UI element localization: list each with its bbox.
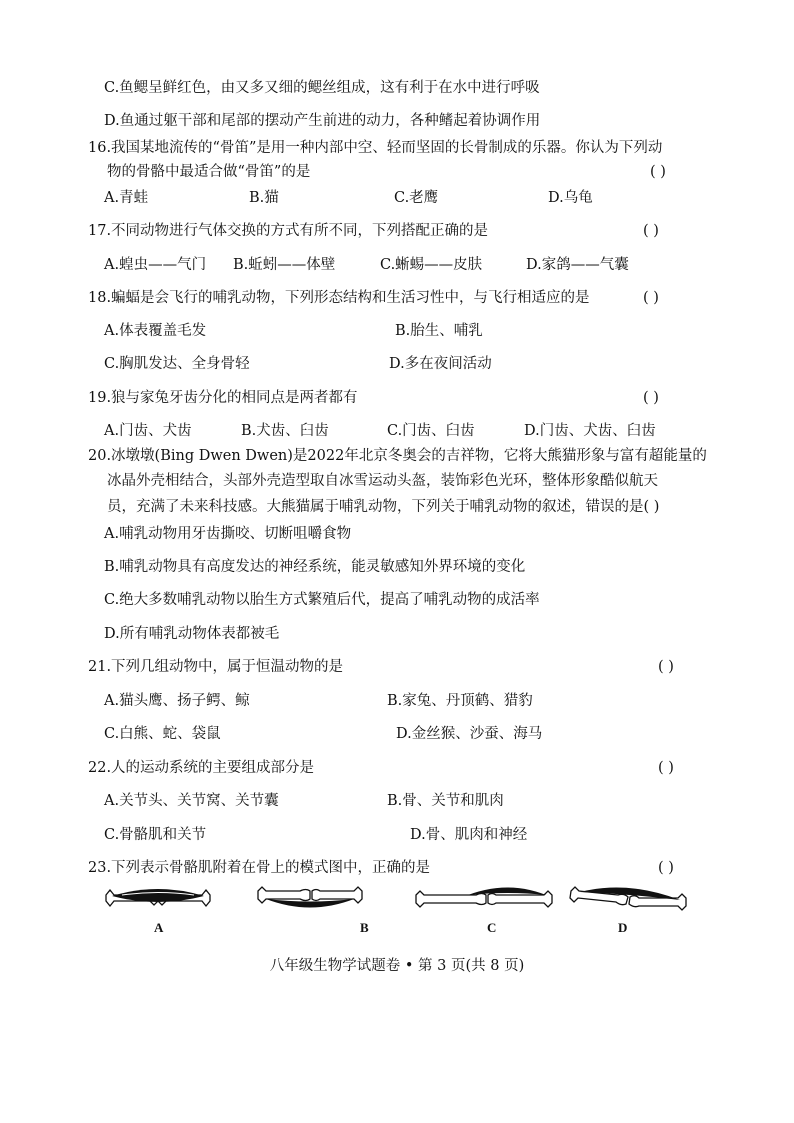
q16-stem-line2: 物的骨骼中最适合做“骨笛”的是 [107,164,311,180]
q18-option-c: C.胸肌发达、全身骨轻 [104,356,250,372]
q21-option-b: B.家兔、丹顶鹤、猎豹 [387,693,533,709]
q16-option-a: A.青蛙 [104,190,149,206]
q22-option-b: B.骨、关节和肌肉 [387,793,504,809]
q15-option-d: D.鱼通过躯干部和尾部的摆动产生前进的动力，各种鳍起着协调作用 [104,113,541,129]
q16-option-c: C.老鹰 [394,190,439,206]
q16-option-d: D.乌龟 [548,190,593,206]
q17-answer-blank: ( ) [643,223,659,239]
q18-answer-blank: ( ) [643,290,659,306]
page-footer: 八年级生物学试题卷 • 第 3 页(共 8 页) [269,958,525,974]
q18-stem: 18.蝙蝠是会飞行的哺乳动物，下列形态结构和生活习性中，与飞行相适应的是 [88,290,590,306]
q20-option-a: A.哺乳动物用牙齿撕咬、切断咀嚼食物 [104,526,352,542]
q20-stem-line2: 冰晶外壳相结合，头部外壳造型取自冰雪运动头盔，装饰彩色光环，整体形象酷似航天 [107,473,658,489]
diagram-d-figure [570,887,686,910]
q16-option-b: B.猫 [249,190,279,206]
q23-stem: 23.下列表示骨骼肌附着在骨上的模式图中，正确的是 [88,860,431,876]
q21-option-a: A.猫头鹰、扬子鳄、鲸 [104,693,250,709]
q23-answer-blank: ( ) [658,860,674,876]
q17-option-c: C.蜥蜴——皮肤 [380,257,483,273]
q16-answer-blank: ( ) [650,164,666,180]
diagram-label-a: A [154,920,164,935]
q19-option-d: D.门齿、犬齿、臼齿 [524,423,656,439]
muscle-attachment-diagrams [98,882,698,942]
q22-option-d: D.骨、肌肉和神经 [410,827,528,843]
q20-stem-line1: 20.冰墩墩(Bing Dwen Dwen)是2022年北京冬奥会的吉祥物，它将大熊猫形象与富有超能量的 [88,448,707,464]
q18-option-d: D.多在夜间活动 [389,356,492,372]
q20-option-b: B.哺乳动物具有高度发达的神经系统，能灵敏感知外界环境的变化 [104,559,526,575]
q19-option-c: C.门齿、臼齿 [387,423,475,439]
q17-stem: 17.不同动物进行气体交换的方式有所不同，下列搭配正确的是 [88,223,489,239]
q22-option-a: A.关节头、关节窝、关节囊 [104,793,279,809]
q15-option-c: C.鱼鳃呈鲜红色，由又多又细的鳃丝组成，这有利于在水中进行呼吸 [104,80,540,96]
diagram-label-c: C [487,920,497,935]
diagram-label-d: D [618,920,628,935]
q17-option-b: B.蚯蚓——体壁 [233,257,336,273]
q20-option-c: C.绝大多数哺乳动物以胎生方式繁殖后代，提高了哺乳动物的成活率 [104,592,540,608]
q21-stem: 21.下列几组动物中，属于恒温动物的是 [88,659,344,675]
q22-option-c: C.骨骼肌和关节 [104,827,207,843]
diagram-b-figure [258,887,362,908]
q18-option-a: A.体表覆盖毛发 [104,323,207,339]
q17-option-d: D.家鸽——气囊 [526,257,629,273]
q17-option-a: A.蝗虫——气门 [104,257,207,273]
diagram-c-figure [416,888,552,908]
q19-option-a: A.门齿、犬齿 [104,423,192,439]
q19-stem: 19.狼与家兔牙齿分化的相同点是两者都有 [88,390,358,406]
diagram-label-b: B [360,920,369,935]
q20-stem-line3: 员，充满了未来科技感。大熊猫属于哺乳动物，下列关于哺乳动物的叙述，错误的是( ) [107,499,660,515]
q22-answer-blank: ( ) [658,760,674,776]
q21-option-c: C.白熊、蛇、袋鼠 [104,726,221,742]
q19-answer-blank: ( ) [643,390,659,406]
q21-answer-blank: ( ) [658,659,674,675]
q18-option-b: B.胎生、哺乳 [395,323,483,339]
q16-stem-line1: 16.我国某地流传的“骨笛”是用一种内部中空、轻而坚固的长骨制成的乐器。你认为下列动 [88,140,663,156]
q20-option-d: D.所有哺乳动物体表都被毛 [104,626,280,642]
diagram-a-figure [106,889,210,906]
q22-stem: 22.人的运动系统的主要组成部分是 [88,760,315,776]
q21-option-d: D.金丝猴、沙蚕、海马 [396,726,543,742]
q19-option-b: B.犬齿、臼齿 [241,423,329,439]
